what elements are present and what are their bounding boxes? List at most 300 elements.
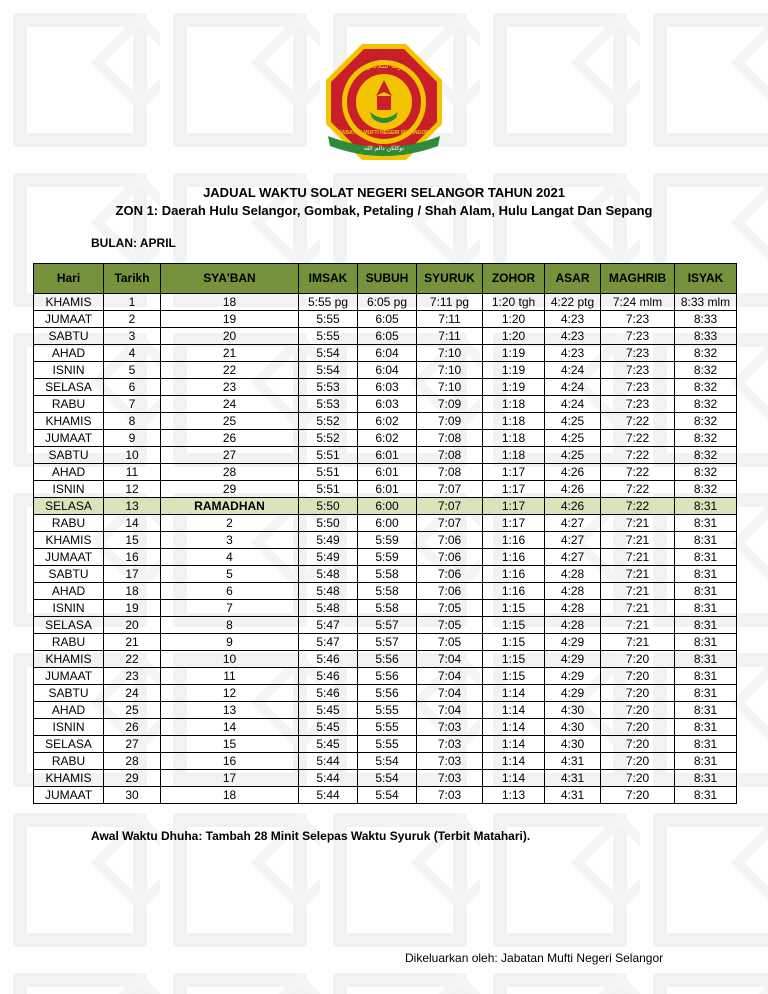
table-cell: 4:28: [545, 583, 601, 600]
table-cell: 8:31: [675, 753, 737, 770]
table-cell: 7:04: [417, 651, 483, 668]
table-row: [34, 515, 737, 532]
table-cell: AHAD: [34, 583, 104, 600]
table-cell: 5:53: [299, 396, 358, 413]
table-cell: 5:49: [299, 532, 358, 549]
table-cell: 7:23: [601, 362, 675, 379]
table-cell: 5:52: [299, 430, 358, 447]
table-cell: 6:04: [358, 345, 417, 362]
table-cell: 7:09: [417, 413, 483, 430]
table-row: [34, 702, 737, 719]
table-cell: 7:20: [601, 719, 675, 736]
table-cell: 8: [161, 617, 299, 634]
table-cell: 8:32: [675, 379, 737, 396]
column-header: ISYAK: [675, 264, 737, 294]
table-cell: 7:04: [417, 668, 483, 685]
table-cell: 7:03: [417, 719, 483, 736]
table-cell: 7:22: [601, 481, 675, 498]
table-row: [34, 328, 737, 345]
table-cell: 8:32: [675, 447, 737, 464]
table-cell: 7:08: [417, 464, 483, 481]
table-cell: 11: [161, 668, 299, 685]
table-cell: 7:21: [601, 566, 675, 583]
table-cell: 5:57: [358, 634, 417, 651]
table-cell: RAMADHAN: [161, 498, 299, 515]
mufti-crest-logo: [322, 40, 446, 164]
table-cell: 7:06: [417, 532, 483, 549]
table-cell: 1:16: [483, 583, 545, 600]
table-cell: 5:47: [299, 634, 358, 651]
table-cell: 1:16: [483, 566, 545, 583]
table-cell: 7:20: [601, 668, 675, 685]
table-cell: 12: [161, 685, 299, 702]
column-header: ZOHOR: [483, 264, 545, 294]
table-cell: 7:21: [601, 600, 675, 617]
table-cell: 4:25: [545, 447, 601, 464]
table-cell: 5:50: [299, 515, 358, 532]
table-cell: 7:08: [417, 430, 483, 447]
table-cell: 5:55: [358, 719, 417, 736]
table-cell: 7:03: [417, 787, 483, 804]
table-row: [34, 430, 737, 447]
column-header: Hari: [34, 264, 104, 294]
table-cell: 22: [104, 651, 161, 668]
table-cell: SELASA: [34, 379, 104, 396]
column-header: MAGHRIB: [601, 264, 675, 294]
table-cell: 12: [104, 481, 161, 498]
table-cell: 24: [161, 396, 299, 413]
table-row: [34, 532, 737, 549]
table-cell: 1:15: [483, 617, 545, 634]
table-cell: 4:28: [545, 600, 601, 617]
table-cell: 7:20: [601, 736, 675, 753]
table-cell: 8:31: [675, 566, 737, 583]
table-cell: 5:52: [299, 413, 358, 430]
table-cell: KHAMIS: [34, 413, 104, 430]
table-cell: 8:31: [675, 787, 737, 804]
table-cell: RABU: [34, 753, 104, 770]
table-cell: 4:27: [545, 549, 601, 566]
table-cell: 23: [104, 668, 161, 685]
table-cell: 5:50: [299, 498, 358, 515]
table-cell: 7:06: [417, 566, 483, 583]
table-cell: JUMAAT: [34, 787, 104, 804]
table-cell: 4:30: [545, 702, 601, 719]
table-cell: 21: [104, 634, 161, 651]
table-cell: 8:31: [675, 515, 737, 532]
table-row: [34, 566, 737, 583]
table-row: [34, 498, 737, 515]
table-row: [34, 481, 737, 498]
table-cell: 4:29: [545, 651, 601, 668]
table-cell: 7:21: [601, 515, 675, 532]
table-cell: AHAD: [34, 702, 104, 719]
table-cell: 17: [161, 770, 299, 787]
table-cell: 5:56: [358, 668, 417, 685]
table-cell: 7:11 pg: [417, 294, 483, 311]
table-cell: 29: [161, 481, 299, 498]
table-cell: 5: [161, 566, 299, 583]
table-cell: 27: [161, 447, 299, 464]
crest-top-text: دولة سلانڠور: [362, 61, 406, 70]
table-row: [34, 362, 737, 379]
table-cell: 4:27: [545, 515, 601, 532]
table-cell: 4:29: [545, 685, 601, 702]
table-cell: 7: [104, 396, 161, 413]
table-cell: 10: [104, 447, 161, 464]
table-cell: 3: [104, 328, 161, 345]
table-row: [34, 294, 737, 311]
table-cell: 13: [104, 498, 161, 515]
table-cell: 8:31: [675, 770, 737, 787]
table-cell: 7:03: [417, 753, 483, 770]
table-row: [34, 583, 737, 600]
table-cell: 7:20: [601, 651, 675, 668]
table-cell: KHAMIS: [34, 770, 104, 787]
table-cell: 5:54: [358, 753, 417, 770]
table-cell: 30: [104, 787, 161, 804]
table-cell: 5:45: [299, 736, 358, 753]
table-row: [34, 753, 737, 770]
table-cell: 1:18: [483, 413, 545, 430]
table-cell: 8:33 mlm: [675, 294, 737, 311]
table-cell: 1:15: [483, 668, 545, 685]
crest-ribbon-text: JABATAN MUFTI NEGERI SELANGOR: [338, 130, 430, 136]
table-cell: KHAMIS: [34, 294, 104, 311]
table-cell: JUMAAT: [34, 430, 104, 447]
table-cell: 1:14: [483, 685, 545, 702]
column-header: SYURUK: [417, 264, 483, 294]
table-header-row: [34, 264, 737, 294]
table-cell: 5:54: [299, 345, 358, 362]
table-cell: 5:54: [358, 770, 417, 787]
table-cell: 5:55: [358, 702, 417, 719]
table-cell: RABU: [34, 396, 104, 413]
table-cell: 7:23: [601, 345, 675, 362]
table-cell: 4:24: [545, 396, 601, 413]
table-cell: 5:51: [299, 464, 358, 481]
table-cell: 5:54: [358, 787, 417, 804]
table-cell: 4:26: [545, 481, 601, 498]
table-cell: 7:21: [601, 532, 675, 549]
table-cell: SABTU: [34, 685, 104, 702]
table-cell: 2: [104, 311, 161, 328]
table-cell: 15: [104, 532, 161, 549]
column-header: IMSAK: [299, 264, 358, 294]
table-cell: 1:19: [483, 379, 545, 396]
table-cell: 1:15: [483, 600, 545, 617]
table-row: [34, 787, 737, 804]
table-cell: 1:19: [483, 362, 545, 379]
table-cell: 7:21: [601, 549, 675, 566]
crest-bottom-text: توكلکن دالم الله: [363, 145, 405, 152]
table-cell: 5:58: [358, 583, 417, 600]
table-cell: 4:24: [545, 379, 601, 396]
table-cell: 1:18: [483, 447, 545, 464]
table-cell: 4:26: [545, 464, 601, 481]
table-cell: 6:02: [358, 413, 417, 430]
table-cell: 20: [104, 617, 161, 634]
table-cell: 7:22: [601, 413, 675, 430]
table-cell: AHAD: [34, 464, 104, 481]
table-cell: 4:31: [545, 787, 601, 804]
table-cell: 1:15: [483, 634, 545, 651]
table-cell: 1:14: [483, 719, 545, 736]
table-cell: 1:14: [483, 753, 545, 770]
table-cell: 6:02: [358, 430, 417, 447]
table-cell: 8:31: [675, 719, 737, 736]
table-cell: SELASA: [34, 498, 104, 515]
table-cell: 5:45: [299, 719, 358, 736]
table-cell: 1:18: [483, 430, 545, 447]
table-cell: 8:32: [675, 362, 737, 379]
table-cell: 7:23: [601, 311, 675, 328]
table-cell: 5:51: [299, 481, 358, 498]
table-cell: 1:15: [483, 651, 545, 668]
table-row: [34, 634, 737, 651]
table-cell: 10: [161, 651, 299, 668]
table-cell: 7:10: [417, 379, 483, 396]
table-cell: 11: [104, 464, 161, 481]
table-cell: 5:58: [358, 600, 417, 617]
table-cell: 7:03: [417, 770, 483, 787]
table-cell: 18: [104, 583, 161, 600]
table-cell: 4:30: [545, 719, 601, 736]
table-cell: 16: [104, 549, 161, 566]
table-cell: 5:55: [299, 328, 358, 345]
table-cell: 7: [161, 600, 299, 617]
table-cell: 4:23: [545, 328, 601, 345]
table-cell: 1:17: [483, 481, 545, 498]
table-cell: 26: [161, 430, 299, 447]
table-cell: 5:47: [299, 617, 358, 634]
table-cell: 26: [104, 719, 161, 736]
table-cell: 5:46: [299, 685, 358, 702]
table-cell: 5:45: [299, 702, 358, 719]
table-row: [34, 719, 737, 736]
table-cell: 14: [161, 719, 299, 736]
table-cell: 19: [104, 600, 161, 617]
table-cell: 21: [161, 345, 299, 362]
table-cell: SELASA: [34, 617, 104, 634]
table-cell: 7:20: [601, 685, 675, 702]
table-cell: 8:31: [675, 532, 737, 549]
table-cell: 4:28: [545, 617, 601, 634]
table-cell: 7:07: [417, 498, 483, 515]
table-cell: JUMAAT: [34, 311, 104, 328]
table-cell: 5:44: [299, 787, 358, 804]
table-cell: 5: [104, 362, 161, 379]
prayer-times-table: [33, 263, 737, 804]
table-cell: 1:13: [483, 787, 545, 804]
page-title: JADUAL WAKTU SOLAT NEGERI SELANGOR TAHUN 2021: [203, 185, 565, 200]
table-cell: 9: [161, 634, 299, 651]
table-cell: 4:25: [545, 413, 601, 430]
table-cell: 5:56: [358, 651, 417, 668]
table-cell: 1:20: [483, 311, 545, 328]
table-cell: 7:11: [417, 311, 483, 328]
table-cell: SABTU: [34, 447, 104, 464]
zone-subtitle: ZON 1: Daerah Hulu Selangor, Gombak, Petaling / Shah Alam, Hulu Langat Dan Sepang: [115, 203, 653, 218]
table-cell: 5:55 pg: [299, 294, 358, 311]
table-cell: 1:17: [483, 515, 545, 532]
table-row: [34, 447, 737, 464]
table-cell: 8:31: [675, 634, 737, 651]
table-cell: 8:31: [675, 702, 737, 719]
table-cell: 4:22 ptg: [545, 294, 601, 311]
table-cell: 6:05: [358, 311, 417, 328]
table-cell: 8:31: [675, 685, 737, 702]
table-cell: 6:01: [358, 464, 417, 481]
table-cell: 6: [161, 583, 299, 600]
table-cell: JUMAAT: [34, 549, 104, 566]
table-cell: ISNIN: [34, 600, 104, 617]
table-cell: 25: [104, 702, 161, 719]
table-cell: 7:07: [417, 481, 483, 498]
table-cell: 29: [104, 770, 161, 787]
table-cell: 17: [104, 566, 161, 583]
table-cell: 5:51: [299, 447, 358, 464]
table-cell: 7:20: [601, 702, 675, 719]
table-cell: 6:01: [358, 481, 417, 498]
table-cell: 4: [161, 549, 299, 566]
table-cell: 7:24 mlm: [601, 294, 675, 311]
table-cell: 5:44: [299, 770, 358, 787]
table-cell: 4:26: [545, 498, 601, 515]
table-cell: 2: [161, 515, 299, 532]
table-cell: 8: [104, 413, 161, 430]
table-row: [34, 464, 737, 481]
table-cell: 4: [104, 345, 161, 362]
table-cell: 8:31: [675, 651, 737, 668]
table-cell: 9: [104, 430, 161, 447]
table-cell: 5:44: [299, 753, 358, 770]
table-cell: 8:33: [675, 328, 737, 345]
table-cell: 6:01: [358, 447, 417, 464]
table-cell: 7:10: [417, 345, 483, 362]
table-cell: 13: [161, 702, 299, 719]
table-cell: 7:23: [601, 328, 675, 345]
table-cell: 8:32: [675, 396, 737, 413]
table-cell: 5:59: [358, 532, 417, 549]
table-cell: 6: [104, 379, 161, 396]
table-row: [34, 396, 737, 413]
table-cell: 1:14: [483, 702, 545, 719]
table-row: [34, 736, 737, 753]
table-cell: 5:56: [358, 685, 417, 702]
table-cell: 5:55: [299, 311, 358, 328]
table-cell: 1:17: [483, 498, 545, 515]
table-cell: 8:31: [675, 498, 737, 515]
table-cell: 7:20: [601, 753, 675, 770]
table-cell: 1: [104, 294, 161, 311]
table-cell: 8:31: [675, 600, 737, 617]
table-cell: 7:22: [601, 447, 675, 464]
table-cell: 1:20: [483, 328, 545, 345]
table-cell: 5:48: [299, 600, 358, 617]
table-cell: SABTU: [34, 566, 104, 583]
column-header: Tarikh: [104, 264, 161, 294]
table-cell: 7:20: [601, 787, 675, 804]
column-header: SUBUH: [358, 264, 417, 294]
table-row: [34, 668, 737, 685]
table-cell: 7:23: [601, 379, 675, 396]
table-cell: 5:48: [299, 566, 358, 583]
table-body: [34, 294, 737, 804]
table-cell: 4:24: [545, 362, 601, 379]
table-cell: 1:20 tgh: [483, 294, 545, 311]
table-cell: 8:32: [675, 413, 737, 430]
table-row: [34, 311, 737, 328]
table-cell: 18: [161, 294, 299, 311]
table-cell: 7:07: [417, 515, 483, 532]
dhuha-note: Awal Waktu Dhuha: Tambah 28 Minit Selepas Waktu Syuruk (Terbit Matahari).: [91, 829, 531, 843]
table-cell: 8:31: [675, 549, 737, 566]
table-cell: 27: [104, 736, 161, 753]
table-row: [34, 651, 737, 668]
table-cell: 6:00: [358, 498, 417, 515]
table-row: [34, 617, 737, 634]
column-header: ASAR: [545, 264, 601, 294]
table-cell: 7:08: [417, 447, 483, 464]
table-cell: 7:22: [601, 430, 675, 447]
table-cell: 4:31: [545, 753, 601, 770]
table-cell: 1:18: [483, 396, 545, 413]
table-cell: 7:05: [417, 634, 483, 651]
table-cell: 7:05: [417, 600, 483, 617]
table-cell: 4:25: [545, 430, 601, 447]
table-cell: RABU: [34, 634, 104, 651]
table-cell: 23: [161, 379, 299, 396]
table-row: [34, 770, 737, 787]
table-cell: 7:06: [417, 583, 483, 600]
table-cell: 7:21: [601, 634, 675, 651]
table-cell: 8:31: [675, 583, 737, 600]
table-cell: 28: [104, 753, 161, 770]
table-cell: KHAMIS: [34, 532, 104, 549]
table-cell: 28: [161, 464, 299, 481]
table-cell: 6:05 pg: [358, 294, 417, 311]
table-cell: 3: [161, 532, 299, 549]
table-cell: 5:53: [299, 379, 358, 396]
table-cell: 7:10: [417, 362, 483, 379]
table-cell: 5:48: [299, 583, 358, 600]
column-header: SYA'BAN: [161, 264, 299, 294]
table-cell: 7:09: [417, 396, 483, 413]
table-row: [34, 600, 737, 617]
table-cell: 5:55: [358, 736, 417, 753]
table-cell: 7:03: [417, 736, 483, 753]
table-cell: 7:06: [417, 549, 483, 566]
table-cell: 5:57: [358, 617, 417, 634]
table-cell: 4:23: [545, 311, 601, 328]
table-cell: 8:32: [675, 430, 737, 447]
table-cell: 1:16: [483, 532, 545, 549]
table-cell: 1:17: [483, 464, 545, 481]
table-cell: 6:05: [358, 328, 417, 345]
table-cell: ISNIN: [34, 362, 104, 379]
table-cell: 14: [104, 515, 161, 532]
table-cell: 20: [161, 328, 299, 345]
table-cell: 7:04: [417, 702, 483, 719]
table-cell: 1:16: [483, 549, 545, 566]
table-cell: 4:29: [545, 634, 601, 651]
table-cell: 5:46: [299, 668, 358, 685]
table-cell: 4:31: [545, 770, 601, 787]
table-cell: SELASA: [34, 736, 104, 753]
table-cell: 6:03: [358, 396, 417, 413]
table-cell: 15: [161, 736, 299, 753]
